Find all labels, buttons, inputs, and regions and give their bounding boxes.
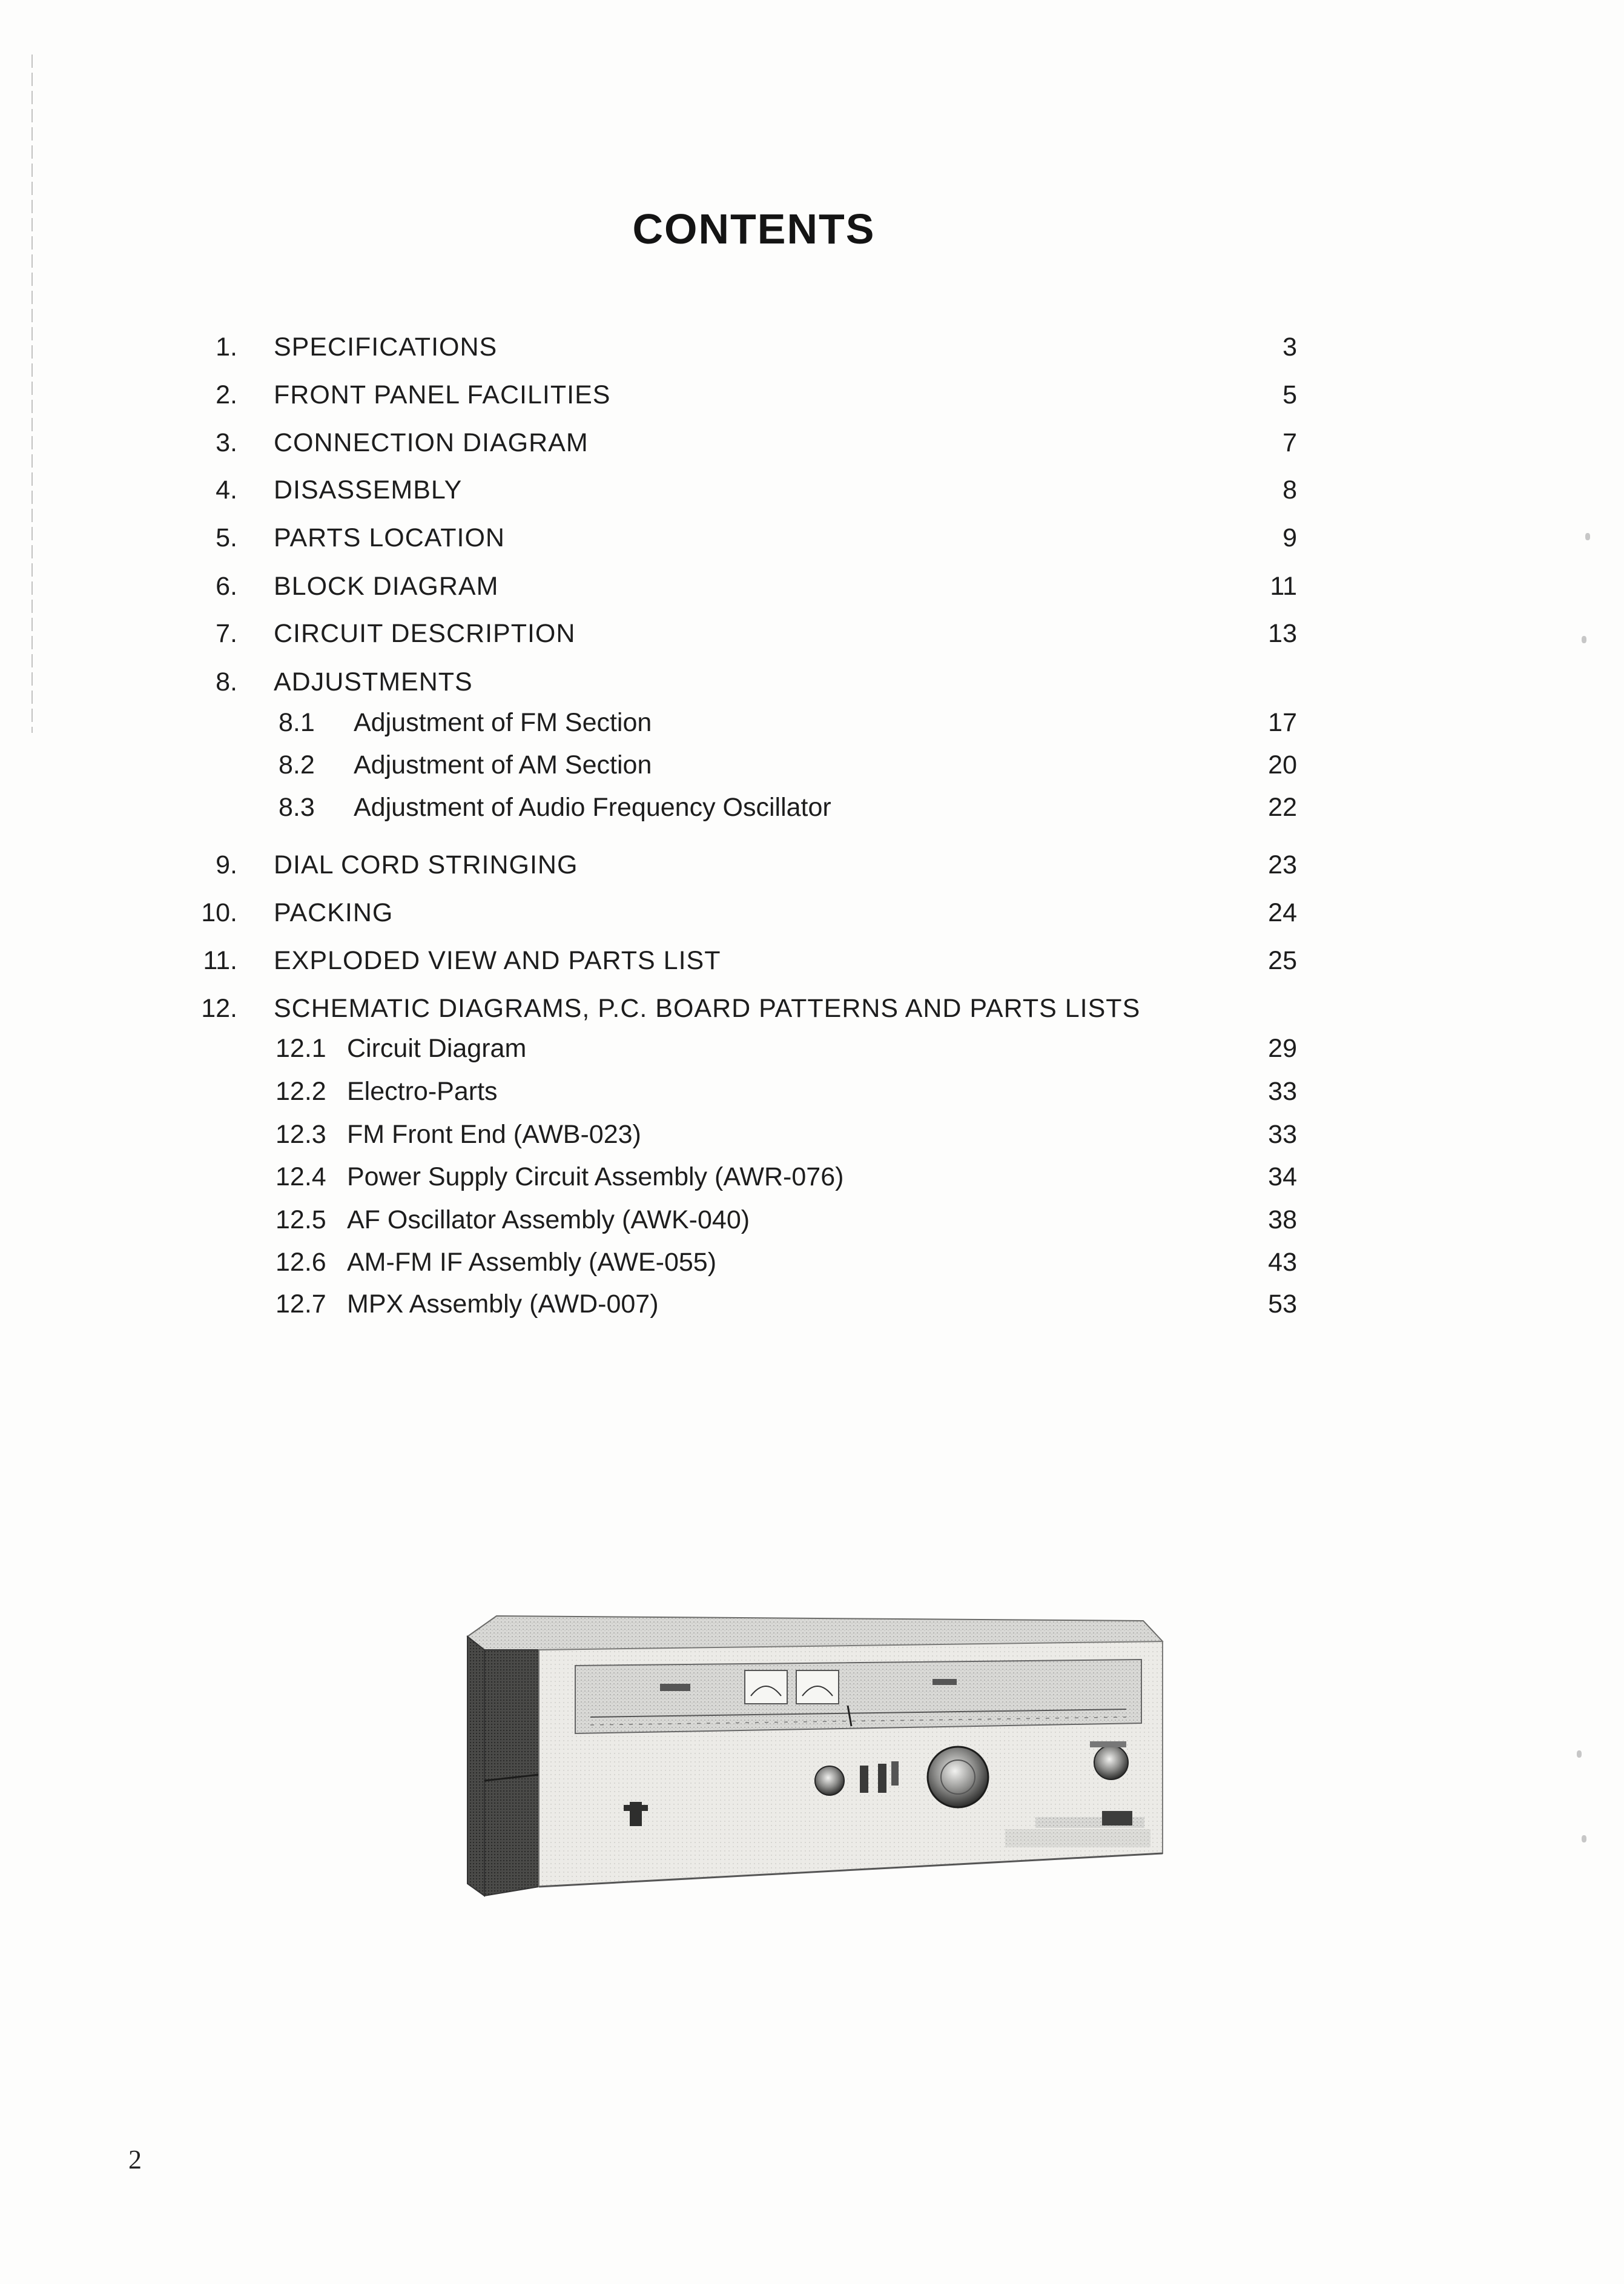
toc-entry-page: 8 xyxy=(1282,475,1297,505)
toc-entry-number: 5. xyxy=(216,523,237,552)
dot-leader xyxy=(666,706,1253,740)
toc-entry xyxy=(0,617,1624,650)
dot-leader xyxy=(512,1074,1253,1108)
page-title: CONTENTS xyxy=(632,205,876,253)
toc-entry-label: ADJUSTMENTS xyxy=(274,667,473,697)
toc-entry xyxy=(0,1245,1624,1279)
toc-entry-number: 8.3 xyxy=(279,793,315,822)
toc-entry-number: 7. xyxy=(216,619,237,648)
toc-entry-label: BLOCK DIAGRAM xyxy=(274,572,499,601)
toc-entry xyxy=(0,991,1624,1025)
toc-entry-label: CONNECTION DIAGRAM xyxy=(274,428,589,457)
toc-entry-page: 20 xyxy=(1268,750,1297,780)
tuner-product-photo xyxy=(460,1599,1181,1914)
toc-entry-label: EXPLODED VIEW AND PARTS LIST xyxy=(274,946,721,975)
toc-entry xyxy=(0,790,1624,824)
toc-entry-page: 33 xyxy=(1268,1120,1297,1149)
toc-entry-label: PACKING xyxy=(274,898,394,927)
toc-entry-page: 23 xyxy=(1268,850,1297,879)
toc-entry xyxy=(0,944,1624,978)
dot-leader xyxy=(731,1245,1253,1279)
toc-entry-page: 43 xyxy=(1268,1248,1297,1277)
toc-entry xyxy=(0,748,1624,782)
toc-entry-page: 25 xyxy=(1268,946,1297,975)
toc-entry-number: 1. xyxy=(216,333,237,362)
toc-entry xyxy=(0,665,1624,699)
toc-entry-number: 3. xyxy=(216,428,237,457)
page-number: 2 xyxy=(128,2145,142,2174)
dot-leader xyxy=(673,1287,1253,1321)
toc-entry-page: 22 xyxy=(1268,793,1297,822)
toc-entry xyxy=(0,1203,1624,1237)
toc-entry-number: 9. xyxy=(216,850,237,879)
dot-leader xyxy=(541,1031,1253,1065)
toc-entry-page: 33 xyxy=(1268,1077,1297,1106)
toc-entry xyxy=(0,848,1624,882)
toc-entry xyxy=(0,1031,1624,1065)
toc-entry xyxy=(0,521,1624,555)
toc-entry xyxy=(0,426,1624,460)
toc-entry-number: 8. xyxy=(216,667,237,697)
dot-leader xyxy=(408,896,1253,930)
toc-entry-page: 38 xyxy=(1268,1205,1297,1234)
toc-entry-label: MPX Assembly (AWD-007) xyxy=(347,1289,659,1319)
dot-leader xyxy=(477,473,1253,507)
toc-entry-number: 2. xyxy=(216,380,237,409)
dot-leader xyxy=(520,521,1253,555)
toc-entry-label: Power Supply Circuit Assembly (AWR-076) xyxy=(347,1162,844,1191)
toc-entry-page: 29 xyxy=(1268,1034,1297,1063)
toc-entry-label: DISASSEMBLY xyxy=(274,475,463,505)
toc-entry-number: 11. xyxy=(203,946,237,975)
toc-entry xyxy=(0,706,1624,740)
toc-entry-number: 10. xyxy=(201,898,237,927)
toc-entry-label: Adjustment of FM Section xyxy=(354,708,652,737)
toc-entry-number: 12.7 xyxy=(276,1289,326,1319)
toc-entry-page: 17 xyxy=(1268,708,1297,737)
dot-leader xyxy=(736,944,1253,978)
toc-entry-label: AF Oscillator Assembly (AWK-040) xyxy=(347,1205,750,1234)
dot-leader xyxy=(592,848,1253,882)
toc-entry-number: 6. xyxy=(216,572,237,601)
dot-leader xyxy=(513,569,1253,603)
toc-entry-number: 12.2 xyxy=(276,1077,326,1106)
toc-entry-page: 5 xyxy=(1282,380,1297,409)
toc-entry-label: FRONT PANEL FACILITIES xyxy=(274,380,611,409)
toc-entry-label: AM-FM IF Assembly (AWE-055) xyxy=(347,1248,717,1277)
toc-entry-page: 7 xyxy=(1282,428,1297,457)
toc-entry-label: CIRCUIT DESCRIPTION xyxy=(274,619,576,648)
dot-leader xyxy=(512,330,1253,364)
toc-entry-label: DIAL CORD STRINGING xyxy=(274,850,578,879)
toc-entry xyxy=(0,330,1624,364)
toc-entry-label: Electro-Parts xyxy=(347,1077,498,1106)
toc-entry-label: SPECIFICATIONS xyxy=(274,333,498,362)
toc-entry-number: 12. xyxy=(201,994,237,1023)
toc-entry-label: Circuit Diagram xyxy=(347,1034,527,1063)
toc-entry xyxy=(0,1160,1624,1194)
toc-entry xyxy=(0,1117,1624,1151)
toc-entry-number: 12.6 xyxy=(276,1248,326,1277)
toc-entry xyxy=(0,569,1624,603)
toc-entry-page: 11 xyxy=(1270,572,1297,601)
toc-entry xyxy=(0,896,1624,930)
dot-leader xyxy=(656,1117,1253,1151)
toc-entry-number: 12.5 xyxy=(276,1205,326,1234)
toc-entry-page: 53 xyxy=(1268,1289,1297,1319)
dot-leader xyxy=(764,1203,1253,1237)
toc-entry-page: 24 xyxy=(1268,898,1297,927)
scan-speck xyxy=(1582,1835,1586,1842)
toc-entry-label: SCHEMATIC DIAGRAMS, P.C. BOARD PATTERNS AND PARTS LISTS xyxy=(274,994,1141,1023)
toc-entry-number: 12.1 xyxy=(276,1034,326,1063)
dot-leader xyxy=(846,790,1253,824)
toc-entry-number: 12.3 xyxy=(276,1120,326,1149)
toc-entry-number: 8.2 xyxy=(279,750,315,780)
dot-leader xyxy=(666,748,1253,782)
toc-entry-page: 9 xyxy=(1282,523,1297,552)
toc-entry xyxy=(0,378,1624,412)
toc-entry-number: 4. xyxy=(216,475,237,505)
dot-leader xyxy=(625,378,1253,412)
toc-entry-number: 8.1 xyxy=(279,708,315,737)
toc-entry-label: FM Front End (AWB-023) xyxy=(347,1120,641,1149)
dot-leader xyxy=(858,1160,1253,1194)
toc-entry-number: 12.4 xyxy=(276,1162,326,1191)
toc-entry-page: 34 xyxy=(1268,1162,1297,1191)
toc-entry xyxy=(0,1287,1624,1321)
toc-entry xyxy=(0,473,1624,507)
dot-leader xyxy=(603,426,1253,460)
toc-entry-label: Adjustment of AM Section xyxy=(354,750,652,780)
toc-entry-page: 3 xyxy=(1282,333,1297,362)
toc-entry-page: 13 xyxy=(1268,619,1297,648)
toc-entry xyxy=(0,1074,1624,1108)
scan-speck xyxy=(1577,1750,1582,1758)
scan-speck xyxy=(1582,636,1586,643)
toc-entry-label: Adjustment of Audio Frequency Oscillator xyxy=(354,793,831,822)
scan-speck xyxy=(1585,533,1590,540)
toc-entry-label: PARTS LOCATION xyxy=(274,523,505,552)
dot-leader xyxy=(590,617,1253,650)
